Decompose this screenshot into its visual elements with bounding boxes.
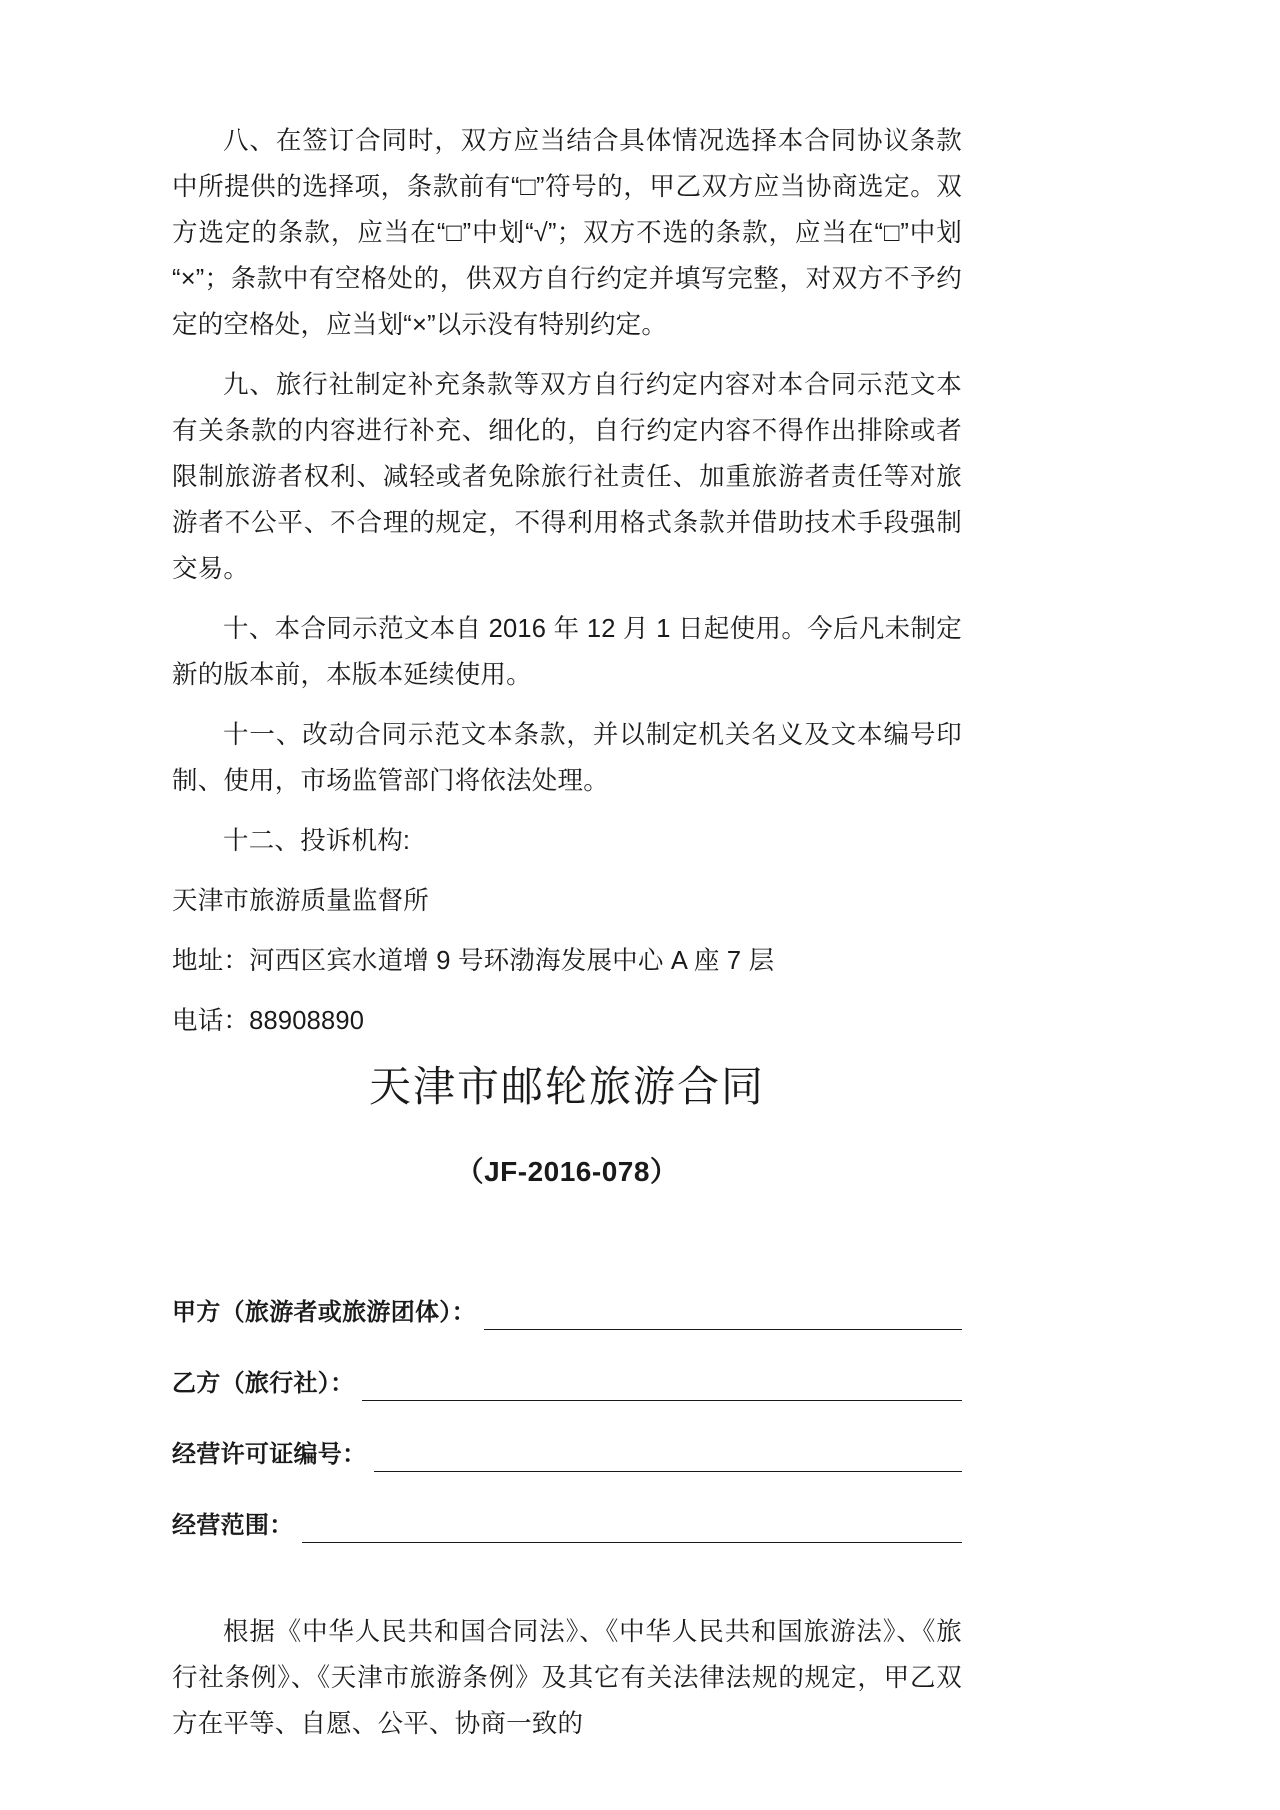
- field-input-business-scope[interactable]: [302, 1516, 963, 1543]
- complaint-agency-address: 地址：河西区宾水道增 9 号环渤海发展中心 A 座 7 层: [172, 947, 775, 975]
- field-label-party-a: 甲方（旅游者或旅游团体）：: [172, 1299, 476, 1326]
- document-content: [172, 118, 962, 1761]
- field-label-party-b: 乙方（旅行社）：: [172, 1370, 355, 1397]
- field-row-party-a: [172, 1296, 962, 1330]
- field-input-party-a[interactable]: [484, 1303, 962, 1330]
- field-row-license-number: [172, 1438, 962, 1472]
- field-row-business-scope: [172, 1509, 962, 1543]
- complaint-agency-phone: 电话：88908890: [172, 1007, 365, 1035]
- field-input-license-number[interactable]: [374, 1445, 962, 1472]
- field-row-party-b: [172, 1367, 962, 1401]
- signature-fields: [172, 1296, 962, 1543]
- clause-paragraph-10: 十、本合同示范文本自 2016 年 12 月 1 日起使用。今后凡未制定新的版本前，本版本延续使用。: [172, 615, 962, 689]
- field-label-license-number: 经营许可证编号：: [172, 1441, 367, 1468]
- field-label-business-scope: 经营范围：: [172, 1512, 294, 1539]
- clause-paragraph-12: 十二、投诉机构:: [223, 827, 411, 855]
- complaint-agency-name: 天津市旅游质量监督所: [172, 887, 430, 915]
- clause-paragraph-11: 十一、改动合同示范文本条款，并以制定机关名义及文本编号印制、使用，市场监管部门将依法处理。: [172, 721, 962, 795]
- clause-paragraph-9: 九、旅行社制定补充条款等双方自行约定内容对本合同示范文本有关条款的内容进行补充、细化的，自行约定内容不得作出排除或者限制旅游者权利、减轻或者免除旅行社责任、加重旅游者责任等对旅游者不公平、不合理的规定，不得利用格式条款并借助技术手段强制交易。: [172, 371, 962, 583]
- page-title: 天津市邮轮旅游合同: [368, 1063, 765, 1110]
- document-code: （JF-2016-078）: [455, 1156, 679, 1187]
- field-input-party-b[interactable]: [362, 1374, 962, 1401]
- closing-paragraph: 根据《中华人民共和国合同法》、《中华人民共和国旅游法》、《旅行社条例》、《天津市旅游条例》及其它有关法律法规的规定，甲乙双方在平等、自愿、公平、协商一致的: [172, 1618, 962, 1738]
- clause-paragraph-8: 八、在签订合同时，双方应当结合具体情况选择本合同协议条款中所提供的选择项，条款前有“□”符号的，甲乙双方应当协商选定。双方选定的条款，应当在“□”中划“√”；双方不选的条款，应当在“□”中划“×”；条款中有空格处的，供双方自行约定并填写完整，对双方不予约定的空格处，应当划“×”以示没有特别约定。: [172, 127, 962, 339]
